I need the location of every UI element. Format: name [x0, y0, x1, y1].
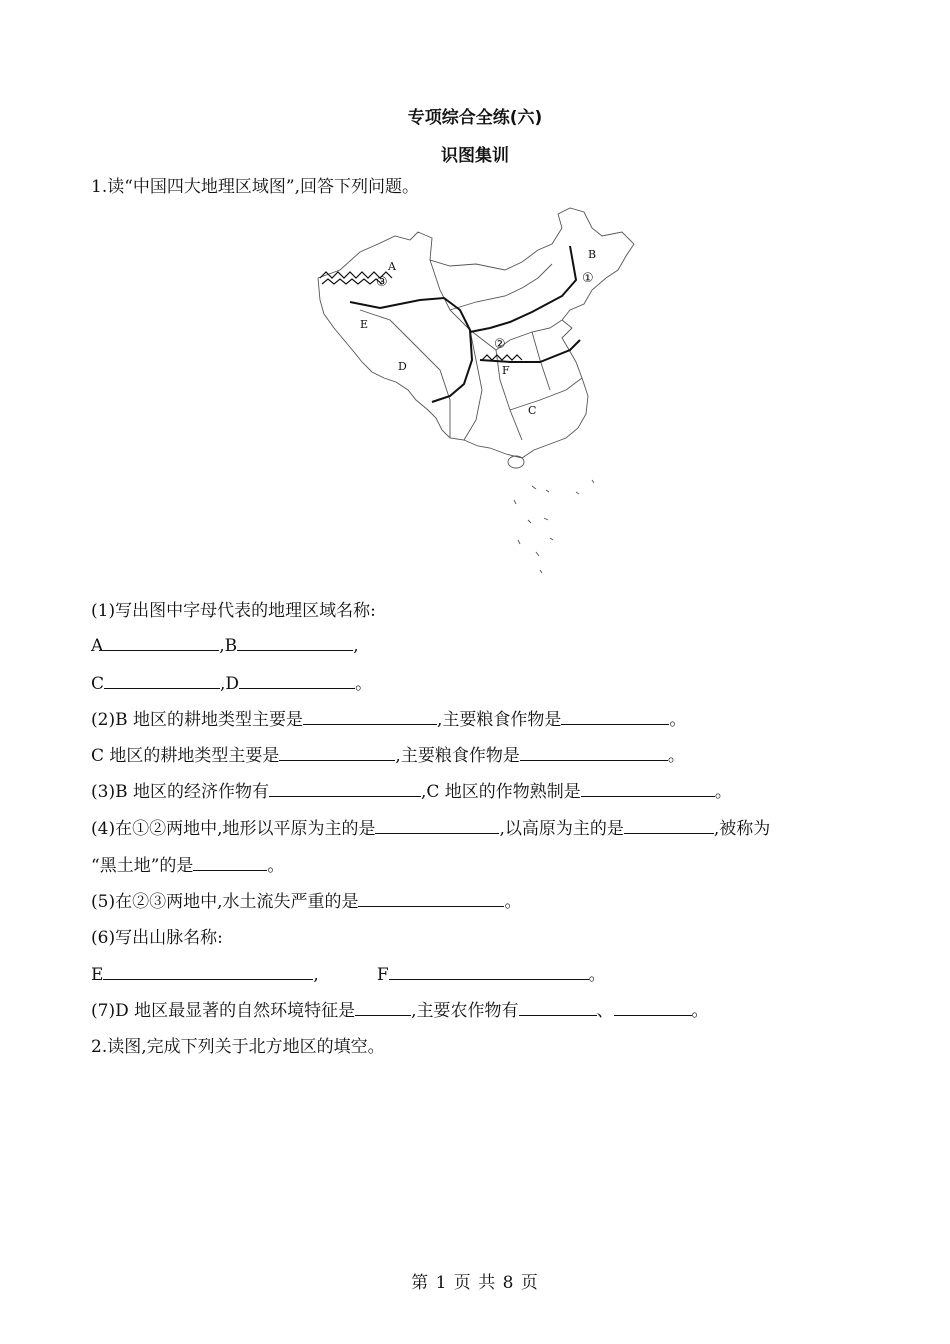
question-1-part-2b: [91, 744, 685, 767]
blank-a[interactable]: [103, 634, 219, 651]
blank-crop-1[interactable]: [519, 999, 597, 1016]
label-f: F: [376, 965, 389, 985]
text: “黑土地”的是: [91, 856, 194, 876]
q1-part6-row: [91, 963, 606, 986]
text: C 地区的耕地类型主要是: [91, 746, 280, 766]
punct: 。: [355, 674, 373, 694]
blank-plain[interactable]: [375, 817, 499, 834]
text: ,被称为: [713, 819, 771, 839]
label-a: A: [91, 636, 104, 656]
punct: 。: [504, 892, 522, 912]
label-d: ,D: [220, 674, 240, 694]
blank-b-farmland[interactable]: [303, 708, 437, 725]
blank-plateau[interactable]: [624, 817, 714, 834]
section-subtitle: 识图集训: [441, 146, 509, 166]
blank-b[interactable]: [237, 634, 353, 651]
blank-crop-2[interactable]: [614, 999, 692, 1016]
label-c: C: [91, 674, 105, 694]
blank-erosion[interactable]: [358, 890, 504, 907]
blank-c-grain[interactable]: [520, 744, 668, 761]
map-label-b: B: [588, 248, 597, 261]
mountain-range-f-symbols: [482, 355, 522, 360]
map-label-a: A: [388, 260, 396, 273]
blank-feature[interactable]: [355, 999, 411, 1016]
text: ,主要农作物有: [411, 1001, 519, 1021]
text: ,主要粮食作物是: [395, 746, 520, 766]
text: (4)在①②两地中,地形以平原为主的是: [91, 819, 376, 839]
blank-cash-crops[interactable]: [269, 780, 421, 797]
text: ,以高原为主的是: [499, 819, 624, 839]
blank-c-farmland[interactable]: [279, 744, 395, 761]
question-1-part-1: (1)写出图中字母代表的地理区域名称:: [91, 601, 376, 621]
punct: 。: [714, 782, 732, 802]
text: (7)D 地区最显著的自然环境特征是: [91, 1001, 356, 1021]
q1-part1-row-ab: [91, 634, 359, 657]
map-label-e: E: [360, 318, 369, 331]
blank-mountain-f[interactable]: [389, 963, 589, 980]
text: (5)在②③两地中,水土流失严重的是: [91, 892, 359, 912]
punct: 。: [691, 1001, 709, 1021]
question-1-part-2a: [91, 708, 686, 731]
punct: 。: [588, 965, 606, 985]
map-label-circle-3: ③: [376, 275, 388, 290]
boundary-north-northwest: [470, 246, 576, 332]
map-label-f: F: [502, 364, 510, 377]
q1-part1-row-cd: [91, 672, 372, 695]
blank-cropping[interactable]: [581, 780, 715, 797]
question-2-intro: 2.读图,完成下列关于北方地区的填空。: [91, 1037, 385, 1057]
punct: ,: [353, 636, 359, 656]
punct: 、: [596, 1001, 614, 1021]
punct: 。: [667, 746, 685, 766]
map-label-c: C: [528, 404, 537, 417]
question-1-part-4: [91, 817, 770, 840]
map-label-circle-2: ②: [494, 337, 506, 352]
punct: 。: [267, 856, 285, 876]
question-1-part-5: [91, 890, 521, 913]
text: ,C 地区的作物熟制是: [420, 782, 581, 802]
blank-c[interactable]: [104, 672, 220, 689]
punct: 。: [669, 710, 687, 730]
text: (3)B 地区的经济作物有: [91, 782, 269, 802]
blank-mountain-e[interactable]: [103, 963, 313, 980]
punct: ,: [313, 965, 319, 985]
map-label-d: D: [398, 360, 407, 373]
question-1-part-6: (6)写出山脉名称:: [91, 928, 223, 948]
page-title: 专项综合全练(六): [407, 108, 543, 128]
text: (2)B 地区的耕地类型主要是: [91, 710, 303, 730]
page-footer: 第 1 页 共 8 页: [411, 1273, 539, 1293]
blank-b-grain[interactable]: [561, 708, 669, 725]
label-b: ,B: [219, 636, 238, 656]
blank-black-soil[interactable]: [193, 854, 267, 871]
question-1-part-3: [91, 780, 732, 803]
china-regions-map: [300, 200, 640, 580]
text: ,主要粮食作物是: [436, 710, 562, 730]
blank-d[interactable]: [239, 672, 355, 689]
question-1-intro: 1.读“中国四大地理区域图”,回答下列问题。: [91, 177, 420, 197]
question-1-part-7: [91, 999, 709, 1022]
map-label-circle-1: ①: [582, 271, 594, 286]
question-1-part-4b: [91, 854, 284, 877]
label-e: E: [91, 965, 104, 985]
